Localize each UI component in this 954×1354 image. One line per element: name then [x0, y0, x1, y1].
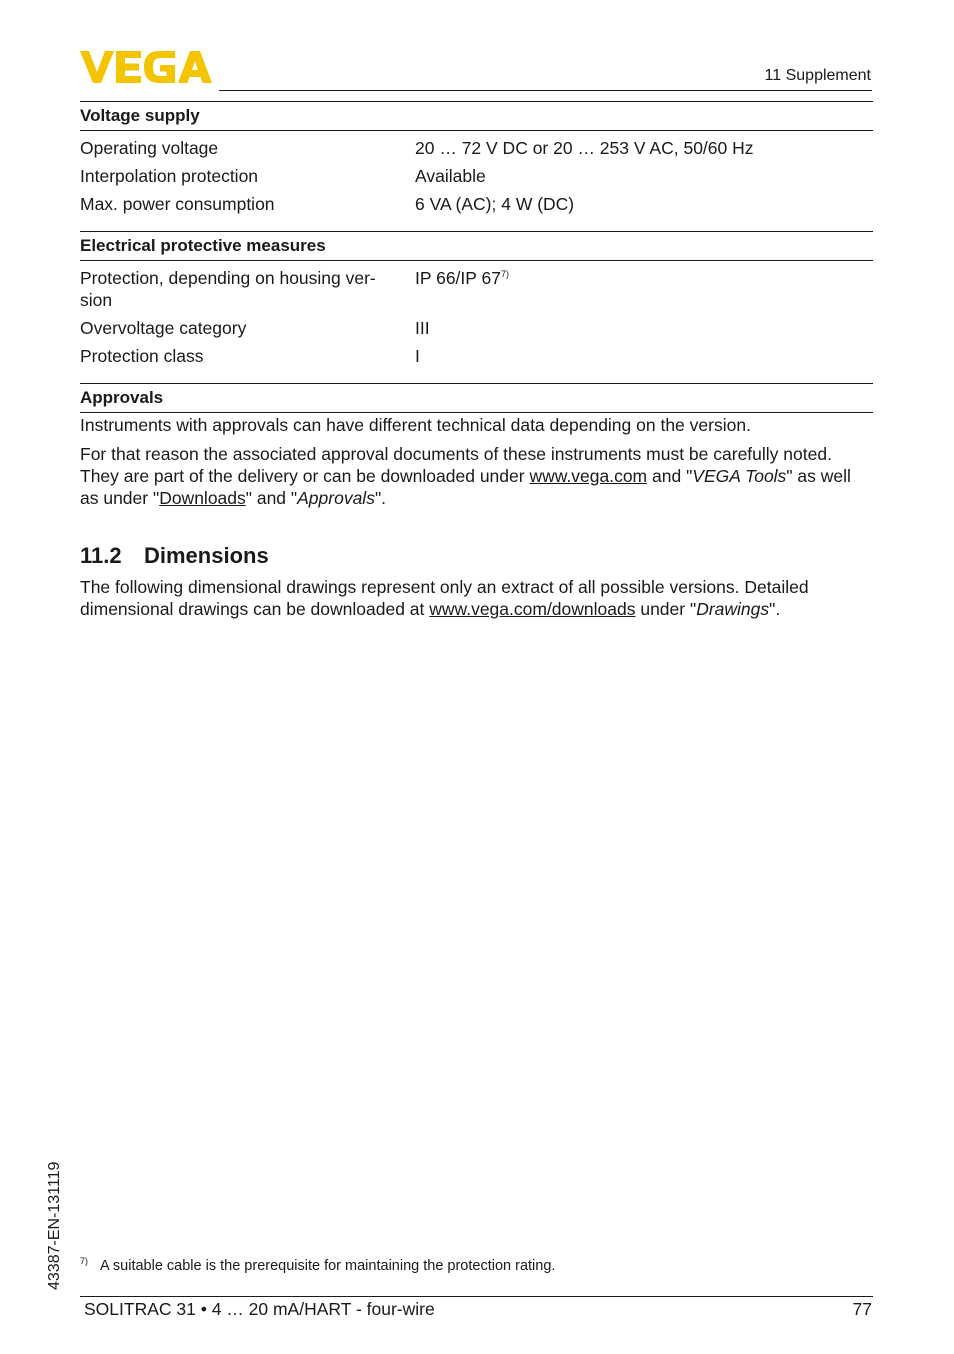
- paragraph: [80, 443, 870, 509]
- table-heading: Approvals: [80, 383, 873, 413]
- row-label: Max. power consumption: [80, 194, 275, 214]
- section-heading: [80, 543, 269, 569]
- downloads-link[interactable]: Downloads: [159, 488, 246, 508]
- paragraph: [80, 576, 870, 620]
- downloads-url-link[interactable]: www.vega.com/downloads: [429, 599, 636, 619]
- table-heading: Electrical protective measures: [80, 231, 873, 261]
- paragraph: Instruments with approvals can have different technical data depending on the version.: [80, 415, 751, 435]
- footnote: [80, 1256, 555, 1274]
- section-label: 11 Supplement: [764, 67, 871, 84]
- text: For that reason the associated approval documents of these instruments must be carefully noted. They are part of the delivery or can be downloaded under: [80, 444, 832, 486]
- approvals-text: [80, 414, 870, 516]
- row-value: [415, 267, 873, 311]
- vega-tools-term: VEGA Tools: [692, 466, 787, 486]
- text: and ": [647, 466, 693, 486]
- row-label: Protection class: [80, 346, 204, 366]
- vega-link[interactable]: www.vega.com: [529, 466, 648, 486]
- footnote-text: A suitable cable is the prerequisite for maintaining the protection rating.: [100, 1258, 556, 1274]
- footer-rule: [80, 1296, 873, 1297]
- row-label: Operating voltage: [80, 138, 219, 158]
- drawings-term: Drawings: [696, 599, 770, 619]
- row-value: III: [415, 318, 430, 338]
- row-label-line: Protection, depending on housing ver-: [80, 268, 376, 288]
- table-row: [80, 137, 873, 159]
- table-row: [80, 165, 873, 187]
- row-value-text: IP 66/IP 67: [415, 268, 501, 288]
- footnote-mark: 7): [80, 1256, 89, 1266]
- table-row: [80, 317, 873, 339]
- footer-product: SOLITRAC 31 • 4 … 20 mA/HART - four-wire: [84, 1299, 435, 1319]
- text: ".: [374, 488, 387, 508]
- row-value: 20 … 72 V DC or 20 … 253 V AC, 50/60 Hz: [415, 138, 754, 158]
- footnote-ref: 7): [500, 269, 509, 279]
- document-code: 43387-EN-131119: [46, 1161, 63, 1290]
- approvals-table: [80, 383, 873, 413]
- approvals-term: Approvals: [297, 488, 375, 508]
- table-row: [80, 193, 873, 215]
- row-label: Overvoltage category: [80, 318, 247, 338]
- header-rule: [219, 90, 872, 91]
- row-label: [80, 267, 415, 311]
- dimensions-text: [80, 576, 870, 627]
- protective-measures-table: [80, 231, 873, 367]
- page-number: 77: [852, 1299, 872, 1319]
- text: The following dimensional drawings represent only an extract of all possible versions. Detailed dimensional drawings can be downloaded at: [80, 577, 809, 619]
- text: " as well as under ": [80, 466, 851, 508]
- row-value: Available: [415, 166, 486, 186]
- row-value: I: [415, 346, 420, 366]
- text: under ": [635, 599, 697, 619]
- table-row: [80, 267, 873, 311]
- row-label: Interpolation protection: [80, 166, 259, 186]
- voltage-supply-table: [80, 101, 873, 215]
- section-title: Dimensions: [144, 543, 269, 568]
- row-label-line: sion: [80, 290, 113, 310]
- section-number: 11.2: [80, 543, 122, 568]
- table-row: [80, 345, 873, 367]
- text: ".: [769, 599, 781, 619]
- row-value: 6 VA (AC); 4 W (DC): [415, 194, 575, 214]
- text: " and ": [245, 488, 298, 508]
- table-heading: Voltage supply: [80, 101, 873, 131]
- vega-logo: [80, 50, 212, 84]
